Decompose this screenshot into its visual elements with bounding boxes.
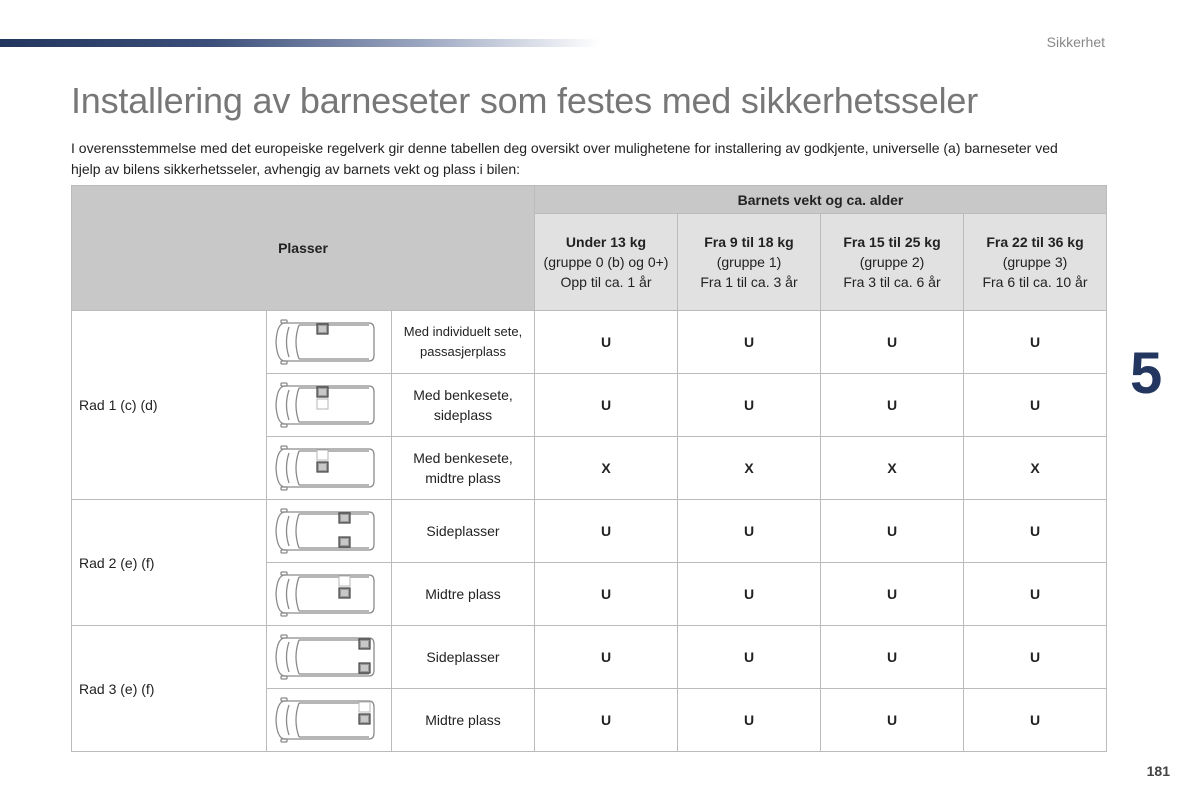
table-cell: U [964,500,1107,563]
table-cell: U [821,626,964,689]
position-label: Med benkesete, sideplass [392,374,535,437]
table-cell: X [964,437,1107,500]
table-cell: U [821,563,964,626]
car-seat-diagram-icon [267,563,392,626]
group-header [821,214,964,311]
empty-seat-icon [359,702,370,712]
group-weight: Under 13 kg [565,234,647,250]
car-seat-diagram-icon [267,311,392,374]
group-header [535,214,678,311]
group-weight: Fra 15 til 25 kg [843,234,941,250]
group-number: (gruppe 2) [859,254,925,270]
empty-seat-icon [317,399,328,409]
car-seat-diagram-icon [267,689,392,752]
group-header [964,214,1107,311]
group-header [678,214,821,311]
child-seat-table [71,185,1107,752]
position-label: Med benkesete, midtre plass [392,437,535,500]
page-number: 181 [1146,763,1170,779]
row-label: Rad 3 (e) (f) [72,626,267,752]
table-cell: U [535,500,678,563]
table-cell: X [535,437,678,500]
group-weight: Fra 9 til 18 kg [704,234,794,250]
table-cell: U [535,626,678,689]
table-cell: U [964,374,1107,437]
group-age: Fra 3 til ca. 6 år [843,274,941,290]
table-cell: X [821,437,964,500]
table-cell: U [535,311,678,374]
table-row [72,500,1107,563]
row-label: Rad 2 (e) (f) [72,500,267,626]
group-age: Opp til ca. 1 år [560,274,652,290]
section-title: Sikkerhet [1046,34,1105,50]
position-label: Midtre plass [392,689,535,752]
row-label: Rad 1 (c) (d) [72,311,267,500]
table-cell: U [964,563,1107,626]
table-cell: U [678,500,821,563]
position-label: Sideplasser [392,626,535,689]
table-cell: U [821,689,964,752]
car-seat-diagram-icon [267,500,392,563]
position-label: Sideplasser [392,500,535,563]
position-label: Midtre plass [392,563,535,626]
table-cell: U [535,689,678,752]
car-seat-diagram-icon [267,626,392,689]
intro-paragraph: I overensstemmelse med det europeiske regelverk gir denne tabellen deg oversikt over mulighetene for installering av godkjente, universelle (a) barneseter ved hjelp av bilens sikkerhetsseler, avhengig av barnets vekt og plass i bilen: [71,140,1058,177]
table-cell: U [678,311,821,374]
group-number: (gruppe 0 (b) og 0+) [543,254,669,270]
table-cell: U [678,689,821,752]
table-cell: U [535,563,678,626]
table-row [72,311,1107,374]
group-age: Fra 1 til ca. 3 år [700,274,798,290]
table-cell: U [821,500,964,563]
table-cell: U [964,311,1107,374]
table-row [72,626,1107,689]
group-number: (gruppe 1) [716,254,782,270]
car-seat-diagram-icon [267,437,392,500]
header-places: Plasser [72,186,535,311]
table-cell: U [678,374,821,437]
table-cell: U [964,626,1107,689]
car-seat-diagram-icon [267,374,392,437]
table-cell: U [678,626,821,689]
group-age: Fra 6 til ca. 10 år [982,274,1088,290]
chapter-number: 5 [1130,341,1163,406]
empty-seat-icon [339,576,350,586]
table-cell: U [821,374,964,437]
position-label: Med individuelt sete, passasjerplass [392,311,535,374]
table-cell: U [821,311,964,374]
table-cell: X [678,437,821,500]
header-weight: Barnets vekt og ca. alder [535,186,1107,214]
group-weight: Fra 22 til 36 kg [986,234,1084,250]
table-cell: U [678,563,821,626]
table-cell: U [964,689,1107,752]
empty-seat-icon [317,450,328,460]
table-cell: U [535,374,678,437]
group-number: (gruppe 3) [1002,254,1068,270]
page-title: Installering av barneseter som festes med sikkerhetsseler [71,80,979,121]
header-accent-bar [0,39,600,47]
